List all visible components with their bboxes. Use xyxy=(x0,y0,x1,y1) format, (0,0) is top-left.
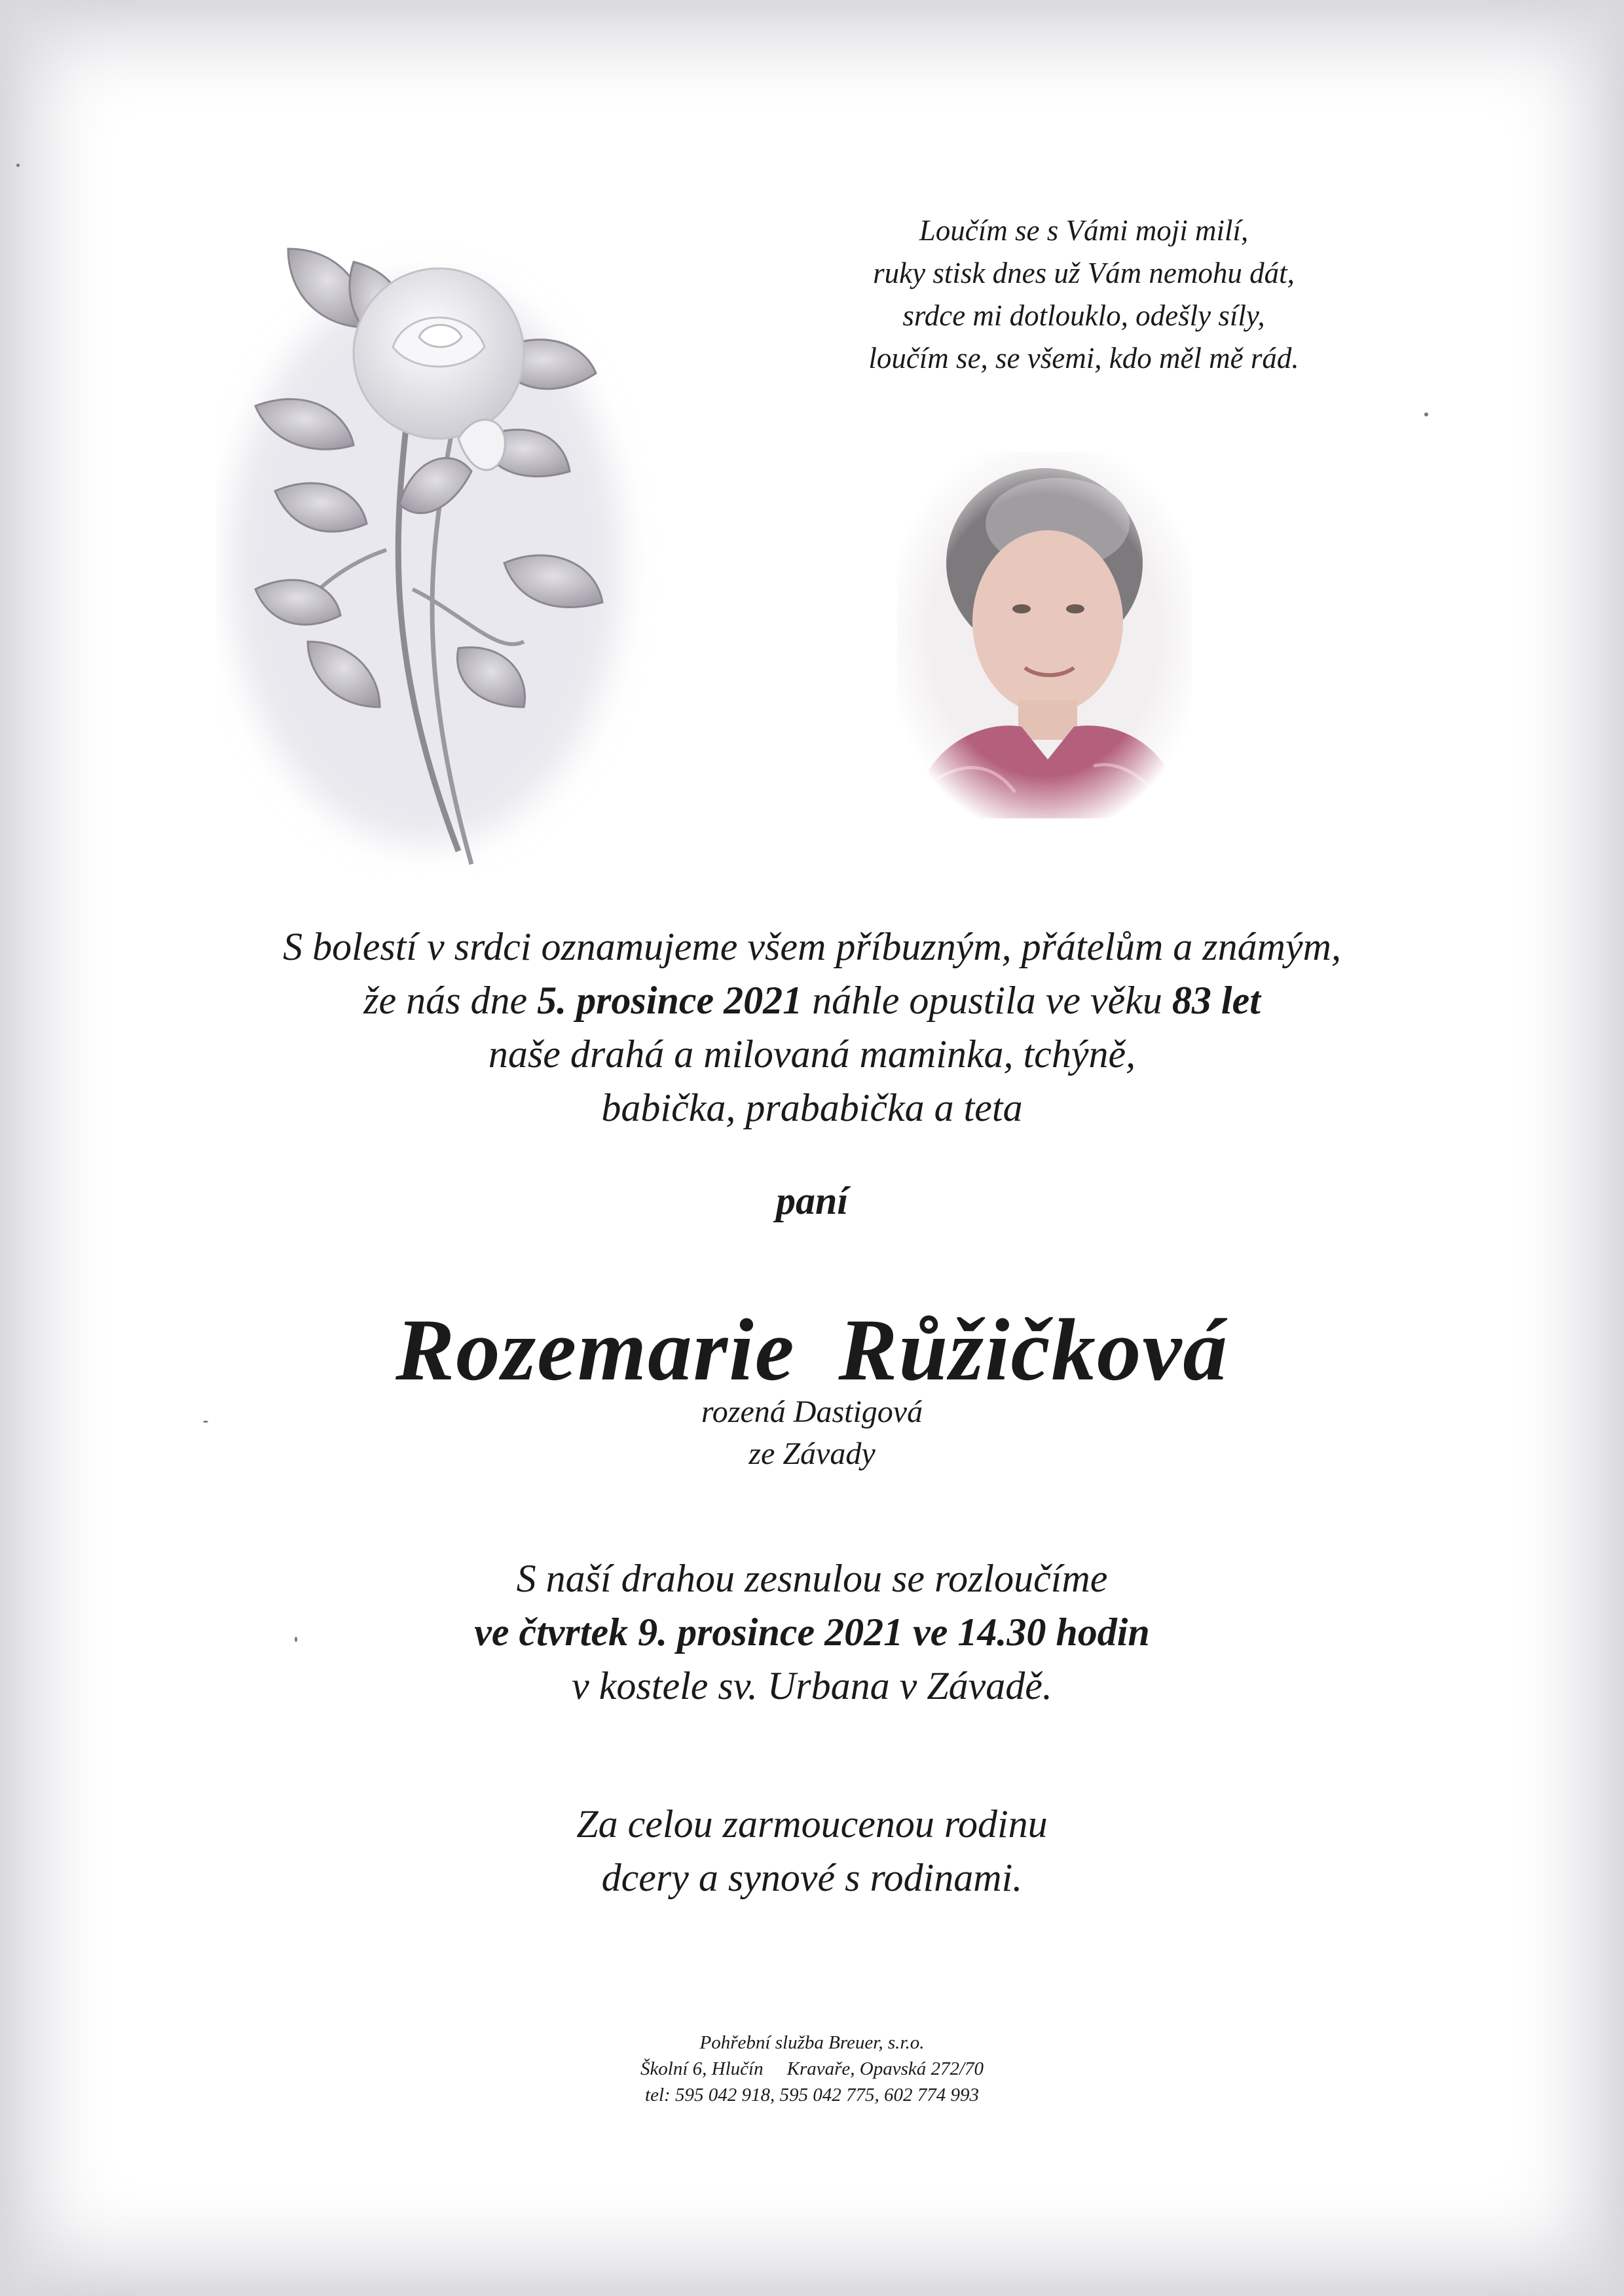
rose-illustration xyxy=(216,223,661,877)
company-phone: tel: 595 042 918, 595 042 775, 602 774 993 xyxy=(645,2085,979,2105)
announcement-line: S bolestí v srdci oznamujeme všem příbuzným, přátelům a známým, xyxy=(283,925,1341,968)
family-line: dcery a synové s rodinami. xyxy=(601,1856,1023,1899)
address-hlucin: Školní 6, Hlučín xyxy=(640,2058,764,2079)
maiden-name: rozená Dastigová xyxy=(701,1394,923,1429)
scan-speck xyxy=(16,164,20,167)
company-addresses xyxy=(485,2056,1139,2082)
family-signature xyxy=(157,1797,1467,1904)
announcement-line xyxy=(157,974,1467,1027)
announcement-text: náhle opustila ve věku xyxy=(802,979,1172,1022)
portrait-photo xyxy=(897,452,1192,818)
last-name: Růžičková xyxy=(838,1302,1228,1399)
scan-speck xyxy=(203,1421,208,1423)
company-name: Pohřební služba Breuer, s.r.o. xyxy=(699,2032,925,2053)
death-date: 5. prosince 2021 xyxy=(537,979,803,1022)
first-name: Rozemarie xyxy=(396,1302,796,1399)
funeral-service-footer xyxy=(485,2030,1139,2108)
scan-speck xyxy=(1424,412,1428,416)
honorific: paní xyxy=(775,1179,849,1222)
announcement-line: naše drahá a milovaná maminka, tchýně, xyxy=(488,1032,1136,1076)
poem-line: loučím se, se všemi, kdo měl mě rád. xyxy=(868,342,1299,374)
ceremony-place: v kostele sv. Urbana v Závadě. xyxy=(572,1664,1052,1707)
poem-line: srdce mi dotlouklo, odešly síly, xyxy=(902,299,1265,332)
ceremony-info xyxy=(157,1552,1467,1713)
farewell-poem xyxy=(707,210,1460,380)
age: 83 let xyxy=(1172,979,1261,1022)
scan-speck xyxy=(295,1637,297,1642)
family-line: Za celou zarmoucenou rodinu xyxy=(576,1802,1048,1846)
poem-line: ruky stisk dnes už Vám nemohu dát, xyxy=(873,257,1295,289)
ceremony-date-time: ve čtvrtek 9. prosince 2021 ve 14.30 hodin xyxy=(474,1611,1150,1654)
origin: ze Závady xyxy=(748,1436,876,1471)
announcement-line: babička, prababička a teta xyxy=(601,1086,1023,1129)
deceased-name xyxy=(157,1300,1467,1401)
ceremony-line: S naší drahou zesnulou se rozloučíme xyxy=(516,1557,1108,1600)
announcement-text: že nás dne xyxy=(363,979,538,1022)
death-announcement xyxy=(157,920,1467,1135)
birth-info xyxy=(157,1391,1467,1475)
poem-line: Loučím se s Vámi moji milí, xyxy=(919,214,1249,247)
address-kravare: Kravaře, Opavská 272/70 xyxy=(786,2058,984,2079)
